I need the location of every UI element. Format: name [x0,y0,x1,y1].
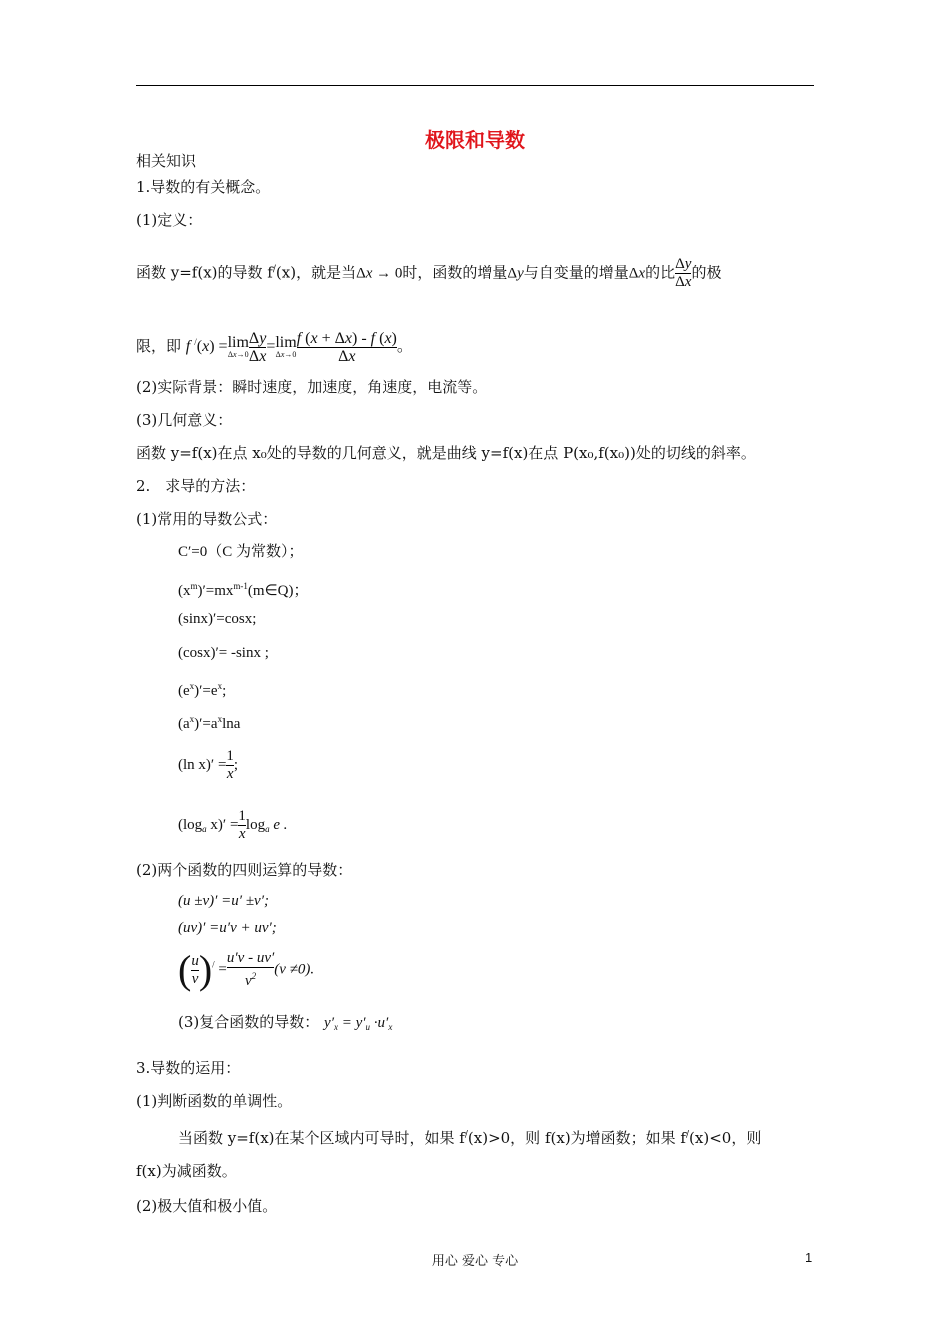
log-d: e . [273,816,288,833]
subheading-formulas: (1)常用的导数公式： [136,510,278,528]
composite-ux: ·u′ [373,1015,389,1031]
composite-y: y′ [324,1015,334,1031]
formula-power: $(x^m)'=mx^{m-1}(m\in Q)$； [178,581,309,599]
footer: 用心 爱心 专心 [431,1254,519,1269]
log-a: (log [178,816,203,833]
composite-label: (3)复合函数的导数： [178,1013,320,1031]
ax-a: (a [178,716,190,732]
ax-b: )′=a [194,716,218,732]
quotient-condition: (v ≠0). [274,961,315,978]
def-text-c: 时，函数的增量 [402,263,508,282]
def-text-f: 的极 [691,263,722,282]
ratio-fraction: $\frac{\Delta y}{\Delta x}$ [675,256,692,290]
rule-product: (uv)′ =u′v + uv′; [178,920,277,936]
rule-quotient: ( $\frac{u}{v}$ )/ = $\frac{u'v - uv'}{v^2}$ (v ≠0). [178,947,315,992]
formula-log: ($\log_a$ x)′ = $\frac{1}{x}$ $\log_a e$ . [178,808,288,842]
formula-cos: (cosx)′= -sinx ; [178,645,269,661]
header-rule [136,85,814,86]
def-text-b: (x)，就是当 [275,263,357,282]
ax-c: lna [222,716,241,732]
subheading-definition: (1)定义： [136,211,203,229]
formula-constant: C′=0（C 为常数）； [178,544,304,560]
heading-2: 2. 求导的方法： [136,477,256,495]
limit-text: 限，即 [136,337,182,356]
subheading-monotonic: (1)判断函数的单调性。 [136,1092,293,1110]
mono-b: (x)>0，则 f(x)为增函数；如果 f [467,1129,686,1147]
section-heading: 相关知识 [136,152,197,170]
composite-line: (3)复合函数的导数： $y'_x = y'_u \cdot u'_x$ [178,1013,393,1032]
mono-c: (x)<0，则 [689,1129,762,1147]
formula-sin: (sinx)′=cosx; [178,611,257,627]
def-text-d: 与自变量的增量 [523,263,629,282]
limit-formula-line [136,330,413,365]
page-number: 1 [805,1250,813,1265]
heading-1: 1.导数的有关概念。 [136,178,271,196]
formula-ax: $(a^x)'=a^x\ln a$ [178,714,241,732]
subheading-background: (2)实际背景：瞬时速度，加速度，角速度，电流等。 [136,378,488,396]
power-b: )′=mx [197,583,234,599]
exp-b: )′=e [194,683,218,699]
def-text-e: 的比 [645,263,676,282]
mono-a: 当函数 y=f(x)在某个区域内可导时，如果 f [178,1129,465,1147]
subheading-extrema: (2)极大值和极小值。 [136,1197,278,1215]
power-a: (x [178,583,191,599]
monotonic-text: 当函数 y=f(x)在某个区域内可导时，如果 f/(x)>0，则 f(x)为增函数；如果 f/(x)<0，则 [178,1129,762,1147]
def-text-a: 函数 y=f(x)的导数 f [136,263,273,282]
ln-lhs: (ln x)′ = [178,756,227,773]
limit-formula: f /(x) =lim Δx→0 $\frac{\Delta y}{\Delta x}$ =lim Δx→0 $\frac{f (x + \Delta x) - f (x)}{\Delta x}$ 。 [185,330,413,365]
power-c: (m∈Q)； [247,583,309,599]
definition-line: 函数 y=f(x)的导数 f/(x)，就是当Δx → 0时，函数的增量Δy与自变量的增量Δx的比 $\frac{\Delta y}{\Delta x}$ 的极 [136,256,722,290]
subheading-geometry: (3)几何意义： [136,411,233,429]
log-b: x)′ = [210,816,239,833]
formula-ln: (ln x)′ = $\frac{1}{x}$ ; [178,748,239,782]
subheading-arithmetic: (2)两个函数的四则运算的导数： [136,861,353,879]
monotonic-text-cont: f(x)为减函数。 [136,1162,237,1180]
rule-sum: (u ±v)′ =u′ ±v′; [178,893,269,909]
heading-3: 3.导数的运用： [136,1059,241,1077]
exp-a: (e [178,683,190,699]
page-title: 极限和导数 [425,128,525,152]
geometry-text: 函数 y=f(x)在点 x₀处的导数的几何意义，就是曲线 y=f(x)在点 P(x₀,f(x₀))处的切线的斜率。 [136,444,756,462]
log-c: log [245,816,266,833]
formula-exp: $(e^x)'=e^x$; [178,681,227,699]
composite-yu: = y′ [341,1015,366,1031]
exp-c: ; [222,683,227,699]
